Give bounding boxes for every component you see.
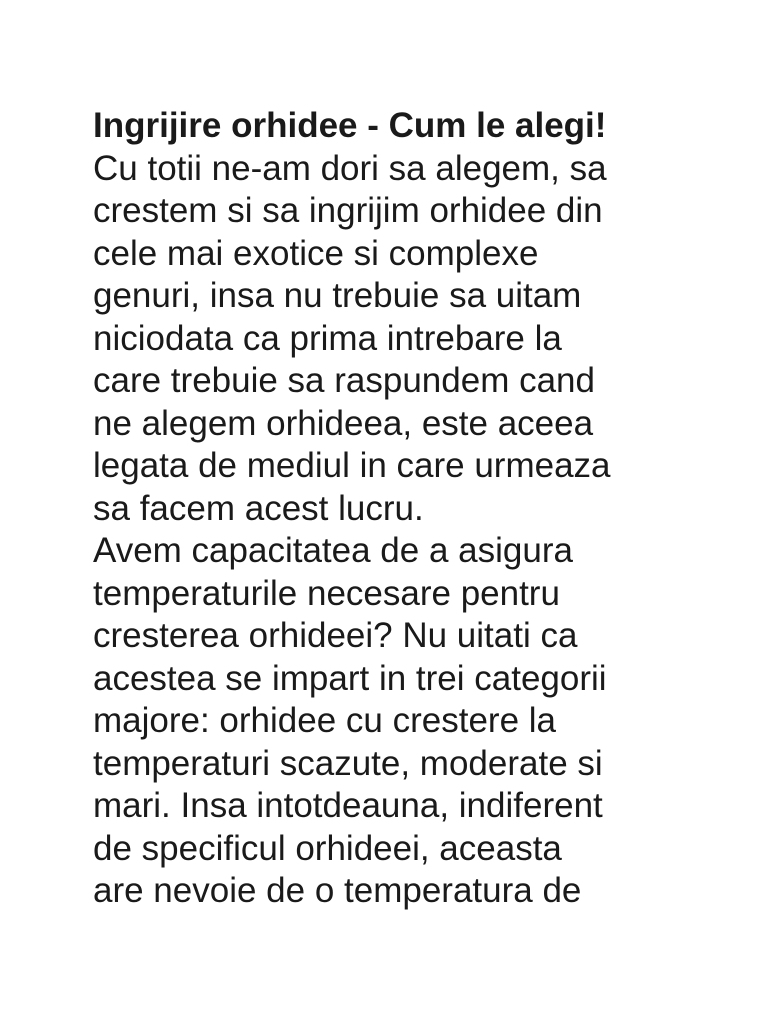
paragraph-line: de specificul orhideei, aceasta	[93, 828, 562, 868]
paragraph-line: cresterea orhideei? Nu uitati ca	[93, 616, 578, 655]
paragraph-line: legata de mediul in care urmeaza	[93, 446, 611, 485]
paragraph-line: temperaturi scazute, moderate si	[93, 743, 603, 783]
paragraph-line: niciodata ca prima intrebare la	[93, 318, 562, 358]
document-title: Ingrijire orhidee - Cum le alegi!	[93, 106, 607, 145]
paragraph-line: are nevoie de o temperatura de	[93, 871, 582, 910]
paragraph-line: crestem si sa ingrijim orhidee din	[93, 191, 603, 230]
paragraph-line: sa facem acest lucru.	[93, 488, 424, 528]
paragraph-line: majore: orhidee cu crestere la	[93, 701, 556, 740]
paragraph-line: cele mai exotice si complexe	[93, 233, 539, 273]
paragraph-2	[93, 530, 713, 913]
paragraph-line: ne alegem orhideea, este aceea	[93, 403, 594, 443]
paragraph-1	[93, 148, 713, 531]
paragraph-line: care trebuie sa raspundem cand	[93, 361, 595, 400]
paragraph-line: acestea se impart in trei categorii	[93, 658, 607, 698]
paragraph-line: Avem capacitatea de a asigura	[93, 531, 573, 570]
paragraph-line: mari. Insa intotdeauna, indiferent	[93, 786, 603, 825]
paragraph-line: genuri, insa nu trebuie sa uitam	[93, 276, 582, 315]
paragraph-line: temperaturile necesare pentru	[93, 573, 560, 613]
paragraph-line: Cu totii ne-am dori sa alegem, sa	[93, 148, 607, 188]
document-body	[93, 105, 713, 913]
